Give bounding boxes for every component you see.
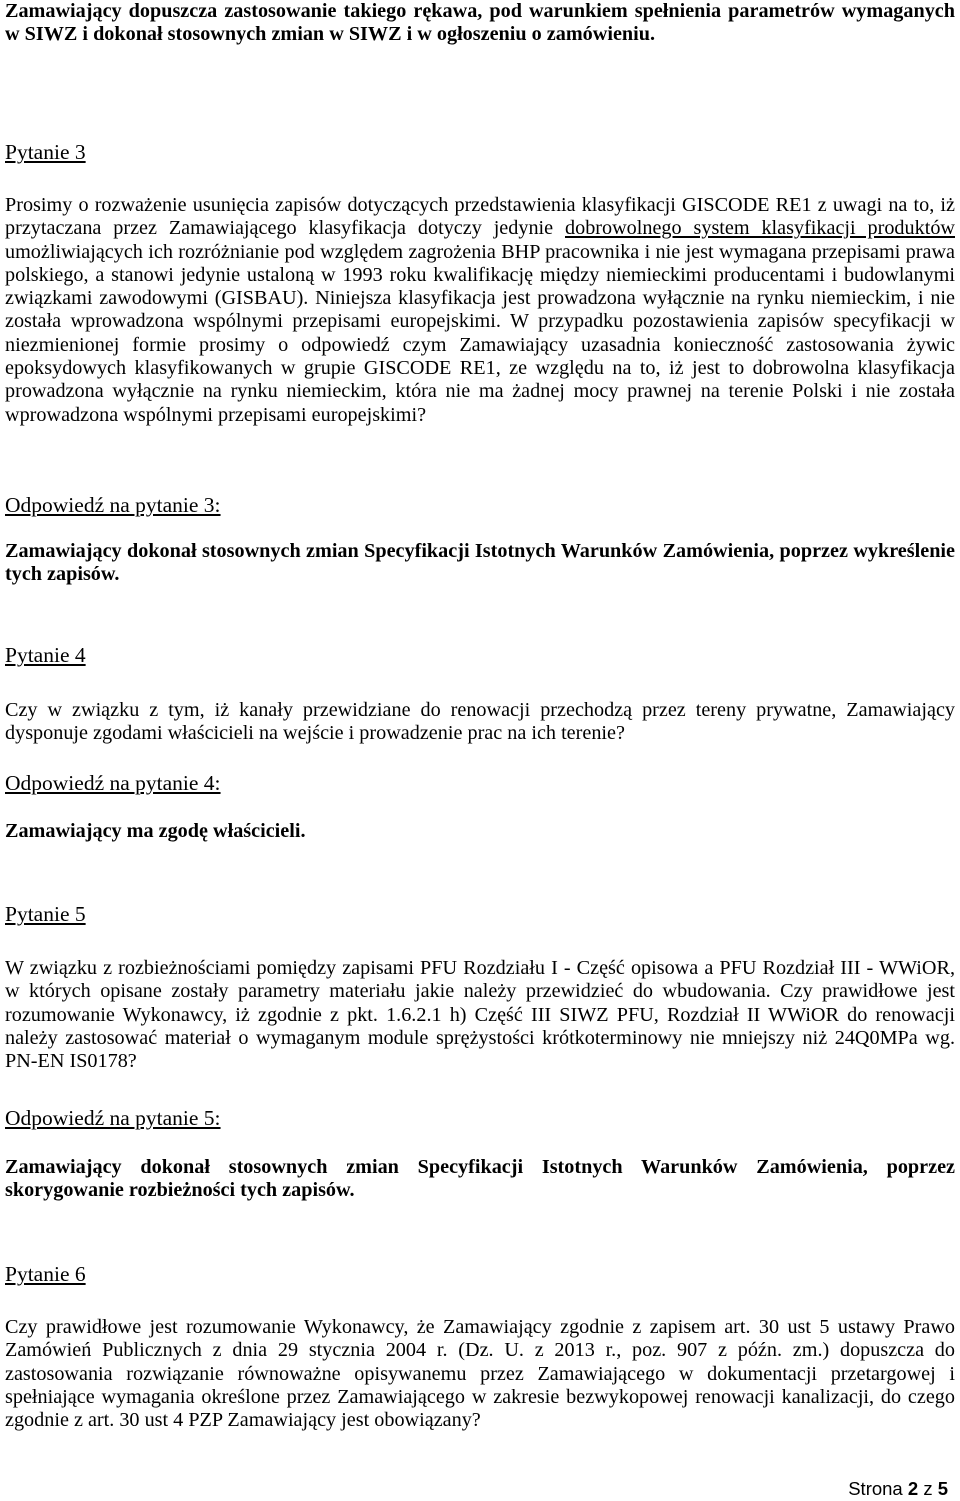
footer-current-page: 2: [907, 1478, 919, 1499]
question-3-text-part1: Prosimy o rozważenie usunięcia zapisów dotyczących przedstawienia klasyfikacji GISCODE RE1 z uwagi na to, iż przytaczana przez Zamawiającego klasyfikacja dotyczy jedynie: [5, 194, 955, 240]
answer-5-heading: Odpowiedź na pytanie 5:: [5, 1106, 221, 1130]
answer-4-heading: Odpowiedź na pytanie 4:: [5, 771, 221, 795]
question-3-heading: Pytanie 3: [5, 140, 86, 164]
footer-of: z: [923, 1478, 933, 1499]
question-6-text: Czy prawidłowe jest rozumowanie Wykonawcy, że Zamawiający zgodnie z zapisem art. 30 ust 5 ustawy Prawo Zamówień Publicznych z dnia 29 stycznia 2004 r. (Dz. U. z 2013 r., poz. 907 z późn. zm.) dopuszcza do zastosowania rozwiązanie równoważne opisywanemu przez Zamawiającego w dokumentacji przetargowej i spełniające wymagania określone przez Zamawiającego w zakresie bezwykopowej renowacji kanalizacji, do czego zgodnie z art. 30 ust 4 PZP Zamawiający jest obowiązany?: [5, 1316, 955, 1432]
footer-label: Strona: [848, 1478, 903, 1499]
question-3-text: [5, 194, 955, 427]
answer-3-text: Zamawiający dokonał stosownych zmian Specyfikacji Istotnych Warunków Zamówienia, poprzez wykreślenie tych zapisów.: [5, 540, 955, 586]
footer-total-pages: 5: [937, 1478, 948, 1499]
question-5-text: W związku z rozbieżnościami pomiędzy zapisami PFU Rozdziału I - Część opisowa a PFU Rozdział III - WWiOR, w których opisane zostały parametry materiału jakie należy przewidzieć do wbudowania. Czy prawidłowe jest rozumowanie Wykonawcy, iż zgodnie z pkt. 1.6.2.1 h) Część III SIWZ PFU, Rozdział II WWiOR do renowacji należy zastosować materiał o wymaganym module sprężystości krótkoterminowy nie mniejszy niż 24Q0MPa wg. PN-EN IS0178?: [5, 957, 955, 1073]
intro-paragraph: Zamawiający dopuszcza zastosowanie takiego rękawa, pod warunkiem spełnienia parametrów wymaganych w SIWZ i dokonał stosownych zmian w SIWZ i w ogłoszeniu o zamówieniu.: [5, 0, 955, 46]
question-4-heading: Pytanie 4: [5, 643, 86, 667]
question-5-heading: Pytanie 5: [5, 902, 86, 926]
page-number-footer: [848, 1478, 948, 1500]
question-3-text-part2: umożliwiających ich rozróżnianie pod względem zagrożenia BHP pracownika i nie jest wymagana przepisami prawa polskiego, a stanowi jedynie ustaloną w 1993 roku kwalifikację między niemieckimi producentami i budowlanymi związkami zawodowymi (GISBAU). Niniejsza klasyfikacja jest prowadzona wyłącznie na rynku niemieckim, i nie została wprowadzona wspólnymi przepisami europejskimi. W przypadku pozostawienia zapisów specyfikacji w niezmienionej formie prosimy o odpowiedź czym Zamawiający uzasadnia konieczność zastosowania żywic epoksydowych klasyfikowanych w grupie GISCODE RE1, ze względu na to, iż jest to dobrowolna klasyfikacja prowadzona wyłącznie na rynku niemieckim, która nie ma żadnej mocy prawnej na terenie Polski i nie została wprowadzona wspólnymi przepisami europejskimi?: [5, 240, 955, 426]
answer-3-heading: Odpowiedź na pytanie 3:: [5, 493, 221, 517]
question-4-text: Czy w związku z tym, iż kanały przewidziane do renowacji przechodzą przez tereny prywatne, Zamawiający dysponuje zgodami właścicieli na wejście i prowadzenie prac na ich terenie?: [5, 699, 955, 745]
question-3-underlined-phrase: dobrowolnego system klasyfikacji produktów: [565, 217, 955, 240]
answer-4-text: Zamawiający ma zgodę właścicieli.: [5, 820, 306, 842]
question-6-heading: Pytanie 6: [5, 1262, 86, 1286]
answer-5-text: Zamawiający dokonał stosownych zmian Specyfikacji Istotnych Warunków Zamówienia, poprzez skorygowanie rozbieżności tych zapisów.: [5, 1156, 955, 1202]
